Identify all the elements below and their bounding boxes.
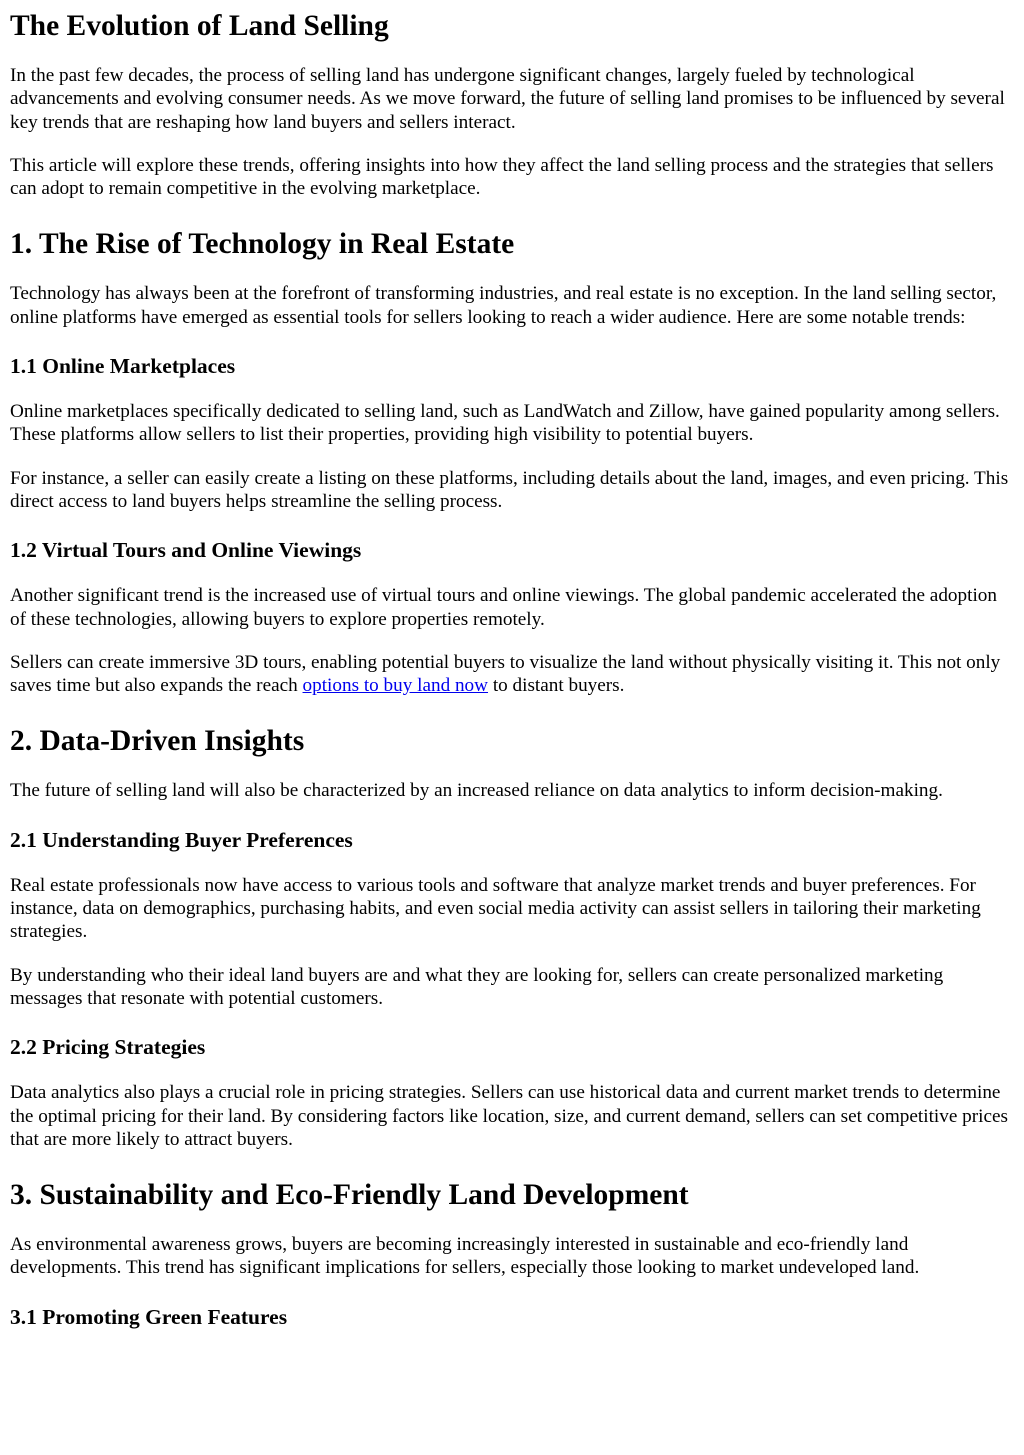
online-marketplaces-paragraph-1: Online marketplaces specifically dedicated to selling land, such as LandWatch and Zillow, have gained popularity among sellers. These platforms allow sellers to list their properties, providing high visibility to potential buyers. — [10, 401, 1000, 446]
buyer-preferences-paragraph-2: By understanding who their ideal land buyers are and what they are looking for, sellers can create personalized marketing messages that resonate with potential customers. — [10, 964, 944, 1009]
subheading-pricing-strategies: 2.2 Pricing Strategies — [10, 1035, 206, 1060]
section-sustainability-paragraph: As environmental awareness grows, buyers are becoming increasingly interested in sustainable and eco-friendly land developments. This trend has significant implications for sellers, especially those looking to market undeveloped land. — [10, 1234, 920, 1279]
intro-paragraph-2: This article will explore these trends, offering insights into how they affect the land selling process and the strategies that sellers can adopt to remain competitive in the evolving marketplace. — [10, 154, 994, 200]
virtual-tours-paragraph-2 — [10, 651, 1014, 698]
virtual-tours-text-after-link: to distant buyers. — [488, 675, 625, 697]
buyer-preferences-paragraph-1: Real estate professionals now have access to various tools and software that analyze market trends and buyer preferences. For instance, data on demographics, purchasing habits, and even social media activity can assist sellers in tailoring their marketing strategies. — [10, 874, 981, 943]
pricing-strategies-paragraph: Data analytics also plays a crucial role in pricing strategies. Sellers can use historical data and current market trends to determine the optimal pricing for their land. By considering factors like location, size, and current demand, sellers can set competitive prices that are more likely to attract buyers. — [10, 1082, 1008, 1150]
buy-land-link[interactable]: options to buy land now — [302, 675, 489, 697]
section-heading-technology: 1. The Rise of Technology in Real Estate — [10, 228, 515, 261]
intro-paragraph-1: In the past few decades, the process of selling land has undergone significant changes, largely fueled by technological advancements and evolving consumer needs. As we move forward, the future of selling land promises to be influenced by several key trends that are reshaping how land buyers and sellers interact. — [10, 65, 1005, 133]
section-heading-data-driven: 2. Data-Driven Insights — [10, 725, 305, 758]
subheading-green-features: 3.1 Promoting Green Features — [10, 1304, 288, 1329]
virtual-tours-text-before-link: Sellers can create immersive 3D tours, enabling potential buyers to visualize the land without physically visiting it. This not only saves time but also expands the reach — [10, 651, 1001, 697]
virtual-tours-paragraph-1: Another significant trend is the increased use of virtual tours and online viewings. The global pandemic accelerated the adoption of these technologies, allowing buyers to explore properties remotely. — [10, 585, 997, 630]
subheading-online-marketplaces: 1.1 Online Marketplaces — [10, 354, 236, 379]
article-title: The Evolution of Land Selling — [10, 10, 389, 42]
article — [0, 9, 1024, 1330]
online-marketplaces-paragraph-2: For instance, a seller can easily create a listing on these platforms, including details about the land, images, and even pricing. This direct access to land buyers helps streamline the selling process. — [10, 467, 1009, 512]
subheading-virtual-tours: 1.2 Virtual Tours and Online Viewings — [10, 538, 362, 563]
section-heading-sustainability: 3. Sustainability and Eco-Friendly Land Development — [10, 1179, 689, 1212]
subheading-buyer-preferences: 2.1 Understanding Buyer Preferences — [10, 827, 353, 852]
section-data-driven-paragraph: The future of selling land will also be characterized by an increased reliance on data analytics to inform decision-making. — [10, 780, 943, 802]
section-technology-paragraph: Technology has always been at the forefront of transforming industries, and real estate is no exception. In the land selling sector, online platforms have emerged as essential tools for sellers looking to reach a wider audience. Here are some notable trends: — [10, 283, 997, 328]
